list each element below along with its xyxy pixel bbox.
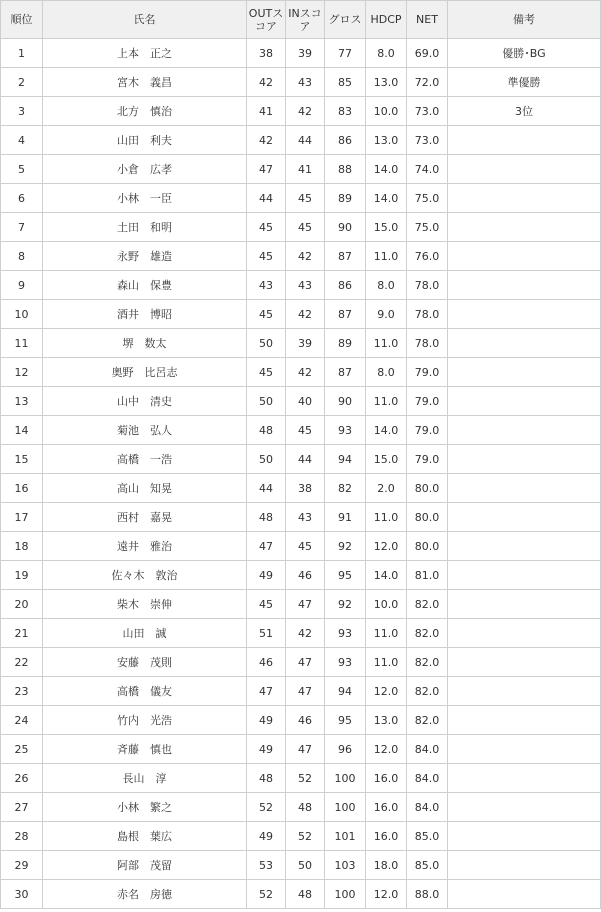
net-cell: 79.0: [407, 445, 448, 474]
hdcp-cell: 13.0: [366, 68, 407, 97]
net-cell: 75.0: [407, 213, 448, 242]
in-score-cell: 46: [286, 706, 325, 735]
out-score-cell: 48: [247, 764, 286, 793]
gross-cell: 83: [325, 97, 366, 126]
out-score-cell: 48: [247, 416, 286, 445]
name-cell: 小林 繁之: [43, 793, 247, 822]
hdcp-cell: 14.0: [366, 155, 407, 184]
gross-cell: 93: [325, 416, 366, 445]
net-cell: 79.0: [407, 358, 448, 387]
name-cell: 長山 淳: [43, 764, 247, 793]
name-cell: 山中 清史: [43, 387, 247, 416]
name-cell: 佐々木 敦治: [43, 561, 247, 590]
note-cell: [448, 880, 601, 909]
out-score-cell: 42: [247, 68, 286, 97]
gross-cell: 82: [325, 474, 366, 503]
in-score-cell: 45: [286, 416, 325, 445]
net-cell: 69.0: [407, 39, 448, 68]
hdcp-cell: 8.0: [366, 271, 407, 300]
gross-cell: 87: [325, 242, 366, 271]
rank-cell: 16: [1, 474, 43, 503]
in-score-cell: 38: [286, 474, 325, 503]
table-row: [1, 213, 601, 242]
rank-cell: 10: [1, 300, 43, 329]
note-cell: 3位: [448, 97, 601, 126]
table-row: [1, 39, 601, 68]
net-cell: 80.0: [407, 474, 448, 503]
note-cell: [448, 822, 601, 851]
gross-cell: 86: [325, 126, 366, 155]
note-cell: [448, 445, 601, 474]
gross-cell: 94: [325, 677, 366, 706]
hdcp-cell: 14.0: [366, 184, 407, 213]
in-score-cell: 52: [286, 764, 325, 793]
net-cell: 78.0: [407, 329, 448, 358]
rank-cell: 17: [1, 503, 43, 532]
out-score-cell: 50: [247, 329, 286, 358]
rank-cell: 13: [1, 387, 43, 416]
table-row: [1, 300, 601, 329]
note-cell: [448, 387, 601, 416]
out-score-cell: 45: [247, 213, 286, 242]
net-cell: 82.0: [407, 648, 448, 677]
table-row: [1, 822, 601, 851]
hdcp-cell: 11.0: [366, 387, 407, 416]
note-cell: [448, 503, 601, 532]
out-score-cell: 52: [247, 793, 286, 822]
net-cell: 85.0: [407, 851, 448, 880]
rank-cell: 20: [1, 590, 43, 619]
net-cell: 82.0: [407, 590, 448, 619]
gross-cell: 103: [325, 851, 366, 880]
in-score-cell: 42: [286, 300, 325, 329]
gross-cell: 87: [325, 358, 366, 387]
in-score-cell: 48: [286, 880, 325, 909]
net-cell: 73.0: [407, 97, 448, 126]
hdcp-cell: 11.0: [366, 648, 407, 677]
hdcp-cell: 18.0: [366, 851, 407, 880]
table-row: [1, 68, 601, 97]
header-net: NET: [407, 1, 448, 39]
table-row: [1, 764, 601, 793]
out-score-cell: 45: [247, 590, 286, 619]
name-cell: 赤名 房徳: [43, 880, 247, 909]
net-cell: 84.0: [407, 764, 448, 793]
name-cell: 上本 正之: [43, 39, 247, 68]
gross-cell: 90: [325, 387, 366, 416]
table-row: [1, 97, 601, 126]
out-score-cell: 45: [247, 242, 286, 271]
in-score-cell: 43: [286, 271, 325, 300]
hdcp-cell: 8.0: [366, 358, 407, 387]
gross-cell: 100: [325, 880, 366, 909]
note-cell: [448, 619, 601, 648]
net-cell: 80.0: [407, 532, 448, 561]
header-gross: グロス: [325, 1, 366, 39]
header-note: 備考: [448, 1, 601, 39]
name-cell: 土田 和明: [43, 213, 247, 242]
out-score-cell: 51: [247, 619, 286, 648]
in-score-cell: 42: [286, 619, 325, 648]
in-score-cell: 45: [286, 184, 325, 213]
name-cell: 遠井 雅治: [43, 532, 247, 561]
gross-cell: 77: [325, 39, 366, 68]
rank-cell: 21: [1, 619, 43, 648]
rank-cell: 24: [1, 706, 43, 735]
rank-cell: 18: [1, 532, 43, 561]
out-score-cell: 47: [247, 677, 286, 706]
hdcp-cell: 15.0: [366, 445, 407, 474]
note-cell: [448, 329, 601, 358]
in-score-cell: 44: [286, 445, 325, 474]
net-cell: 76.0: [407, 242, 448, 271]
name-cell: 奥野 比呂志: [43, 358, 247, 387]
net-cell: 84.0: [407, 793, 448, 822]
note-cell: [448, 561, 601, 590]
hdcp-cell: 10.0: [366, 590, 407, 619]
in-score-cell: 44: [286, 126, 325, 155]
hdcp-cell: 12.0: [366, 677, 407, 706]
hdcp-cell: 12.0: [366, 880, 407, 909]
rank-cell: 23: [1, 677, 43, 706]
hdcp-cell: 2.0: [366, 474, 407, 503]
hdcp-cell: 11.0: [366, 619, 407, 648]
gross-cell: 92: [325, 532, 366, 561]
hdcp-cell: 11.0: [366, 329, 407, 358]
gross-cell: 92: [325, 590, 366, 619]
note-cell: [448, 677, 601, 706]
rank-cell: 28: [1, 822, 43, 851]
in-score-cell: 47: [286, 735, 325, 764]
hdcp-cell: 12.0: [366, 735, 407, 764]
table-row: [1, 706, 601, 735]
gross-cell: 88: [325, 155, 366, 184]
in-score-cell: 41: [286, 155, 325, 184]
name-cell: 北方 慎治: [43, 97, 247, 126]
gross-cell: 93: [325, 619, 366, 648]
note-cell: [448, 851, 601, 880]
rank-cell: 7: [1, 213, 43, 242]
name-cell: 斉藤 慎也: [43, 735, 247, 764]
table-row: [1, 880, 601, 909]
net-cell: 81.0: [407, 561, 448, 590]
in-score-cell: 47: [286, 590, 325, 619]
rank-cell: 2: [1, 68, 43, 97]
out-score-cell: 50: [247, 387, 286, 416]
net-cell: 80.0: [407, 503, 448, 532]
header-out-score-label: OUTスコア: [248, 6, 284, 33]
gross-cell: 85: [325, 68, 366, 97]
rank-cell: 19: [1, 561, 43, 590]
name-cell: 堺 数太: [43, 329, 247, 358]
in-score-cell: 45: [286, 213, 325, 242]
gross-cell: 100: [325, 793, 366, 822]
out-score-cell: 50: [247, 445, 286, 474]
note-cell: [448, 242, 601, 271]
rank-cell: 27: [1, 793, 43, 822]
hdcp-cell: 11.0: [366, 242, 407, 271]
rank-cell: 15: [1, 445, 43, 474]
table-row: [1, 735, 601, 764]
in-score-cell: 39: [286, 39, 325, 68]
name-cell: 酒井 博昭: [43, 300, 247, 329]
gross-cell: 87: [325, 300, 366, 329]
hdcp-cell: 13.0: [366, 706, 407, 735]
note-cell: 優勝･BG: [448, 39, 601, 68]
table-row: [1, 793, 601, 822]
note-cell: [448, 648, 601, 677]
hdcp-cell: 9.0: [366, 300, 407, 329]
net-cell: 82.0: [407, 619, 448, 648]
net-cell: 82.0: [407, 677, 448, 706]
hdcp-cell: 16.0: [366, 822, 407, 851]
out-score-cell: 46: [247, 648, 286, 677]
out-score-cell: 48: [247, 503, 286, 532]
net-cell: 78.0: [407, 271, 448, 300]
out-score-cell: 49: [247, 735, 286, 764]
in-score-cell: 40: [286, 387, 325, 416]
in-score-cell: 50: [286, 851, 325, 880]
name-cell: 竹内 光浩: [43, 706, 247, 735]
header-row: [1, 1, 601, 39]
note-cell: [448, 271, 601, 300]
table-row: [1, 416, 601, 445]
gross-cell: 95: [325, 706, 366, 735]
gross-cell: 96: [325, 735, 366, 764]
hdcp-cell: 15.0: [366, 213, 407, 242]
rank-cell: 14: [1, 416, 43, 445]
net-cell: 78.0: [407, 300, 448, 329]
in-score-cell: 42: [286, 97, 325, 126]
gross-cell: 91: [325, 503, 366, 532]
hdcp-cell: 16.0: [366, 793, 407, 822]
table-row: [1, 329, 601, 358]
name-cell: 小林 一臣: [43, 184, 247, 213]
header-name: 氏名: [43, 1, 247, 39]
hdcp-cell: 10.0: [366, 97, 407, 126]
in-score-cell: 48: [286, 793, 325, 822]
hdcp-cell: 16.0: [366, 764, 407, 793]
table-row: [1, 532, 601, 561]
note-cell: [448, 706, 601, 735]
net-cell: 85.0: [407, 822, 448, 851]
table-header: [1, 1, 601, 39]
note-cell: [448, 184, 601, 213]
out-score-cell: 43: [247, 271, 286, 300]
rank-cell: 6: [1, 184, 43, 213]
rank-cell: 3: [1, 97, 43, 126]
note-cell: [448, 300, 601, 329]
name-cell: 菊池 弘人: [43, 416, 247, 445]
in-score-cell: 47: [286, 677, 325, 706]
net-cell: 74.0: [407, 155, 448, 184]
name-cell: 柴木 崇伸: [43, 590, 247, 619]
in-score-cell: 43: [286, 68, 325, 97]
out-score-cell: 44: [247, 474, 286, 503]
gross-cell: 93: [325, 648, 366, 677]
table-row: [1, 677, 601, 706]
table-row: [1, 271, 601, 300]
rank-cell: 11: [1, 329, 43, 358]
in-score-cell: 43: [286, 503, 325, 532]
table-row: [1, 242, 601, 271]
table-row: [1, 358, 601, 387]
table-row: [1, 590, 601, 619]
table-row: [1, 503, 601, 532]
name-cell: 安藤 茂則: [43, 648, 247, 677]
in-score-cell: 46: [286, 561, 325, 590]
out-score-cell: 44: [247, 184, 286, 213]
note-cell: [448, 416, 601, 445]
table-row: [1, 474, 601, 503]
gross-cell: 95: [325, 561, 366, 590]
note-cell: [448, 532, 601, 561]
name-cell: 高山 知晃: [43, 474, 247, 503]
net-cell: 75.0: [407, 184, 448, 213]
name-cell: 小倉 広孝: [43, 155, 247, 184]
in-score-cell: 42: [286, 242, 325, 271]
net-cell: 79.0: [407, 416, 448, 445]
net-cell: 79.0: [407, 387, 448, 416]
rank-cell: 12: [1, 358, 43, 387]
table-row: [1, 619, 601, 648]
gross-cell: 101: [325, 822, 366, 851]
note-cell: 準優勝: [448, 68, 601, 97]
out-score-cell: 42: [247, 126, 286, 155]
name-cell: 永野 雄造: [43, 242, 247, 271]
out-score-cell: 47: [247, 155, 286, 184]
rank-cell: 5: [1, 155, 43, 184]
net-cell: 82.0: [407, 706, 448, 735]
out-score-cell: 49: [247, 822, 286, 851]
out-score-cell: 53: [247, 851, 286, 880]
rank-cell: 22: [1, 648, 43, 677]
gross-cell: 89: [325, 184, 366, 213]
hdcp-cell: 13.0: [366, 126, 407, 155]
note-cell: [448, 590, 601, 619]
name-cell: 山田 利夫: [43, 126, 247, 155]
rank-cell: 1: [1, 39, 43, 68]
out-score-cell: 49: [247, 561, 286, 590]
net-cell: 72.0: [407, 68, 448, 97]
table-row: [1, 851, 601, 880]
out-score-cell: 45: [247, 300, 286, 329]
rank-cell: 8: [1, 242, 43, 271]
header-hdcp: HDCP: [366, 1, 407, 39]
hdcp-cell: 14.0: [366, 561, 407, 590]
note-cell: [448, 793, 601, 822]
table-row: [1, 561, 601, 590]
rank-cell: 26: [1, 764, 43, 793]
out-score-cell: 38: [247, 39, 286, 68]
note-cell: [448, 155, 601, 184]
gross-cell: 90: [325, 213, 366, 242]
rank-cell: 30: [1, 880, 43, 909]
out-score-cell: 45: [247, 358, 286, 387]
name-cell: 山田 誠: [43, 619, 247, 648]
hdcp-cell: 11.0: [366, 503, 407, 532]
gross-cell: 89: [325, 329, 366, 358]
table-row: [1, 155, 601, 184]
rank-cell: 4: [1, 126, 43, 155]
out-score-cell: 47: [247, 532, 286, 561]
net-cell: 73.0: [407, 126, 448, 155]
note-cell: [448, 735, 601, 764]
note-cell: [448, 474, 601, 503]
note-cell: [448, 764, 601, 793]
name-cell: 高橋 儀友: [43, 677, 247, 706]
out-score-cell: 52: [247, 880, 286, 909]
name-cell: 西村 嘉晃: [43, 503, 247, 532]
hdcp-cell: 14.0: [366, 416, 407, 445]
hdcp-cell: 8.0: [366, 39, 407, 68]
in-score-cell: 52: [286, 822, 325, 851]
gross-cell: 86: [325, 271, 366, 300]
table-body: [1, 39, 601, 909]
name-cell: 森山 保豊: [43, 271, 247, 300]
rank-cell: 29: [1, 851, 43, 880]
gross-cell: 94: [325, 445, 366, 474]
header-out-score: [247, 1, 286, 39]
note-cell: [448, 126, 601, 155]
in-score-cell: 39: [286, 329, 325, 358]
out-score-cell: 49: [247, 706, 286, 735]
net-cell: 88.0: [407, 880, 448, 909]
in-score-cell: 47: [286, 648, 325, 677]
net-cell: 84.0: [407, 735, 448, 764]
table-row: [1, 648, 601, 677]
header-rank: 順位: [1, 1, 43, 39]
name-cell: 阿部 茂留: [43, 851, 247, 880]
note-cell: [448, 213, 601, 242]
in-score-cell: 42: [286, 358, 325, 387]
header-in-score-label: INスコア: [288, 6, 322, 33]
rank-cell: 25: [1, 735, 43, 764]
hdcp-cell: 12.0: [366, 532, 407, 561]
name-cell: 高橋 一浩: [43, 445, 247, 474]
header-in-score: [286, 1, 325, 39]
note-cell: [448, 358, 601, 387]
rank-cell: 9: [1, 271, 43, 300]
table-row: [1, 184, 601, 213]
table-row: [1, 387, 601, 416]
name-cell: 島根 葉広: [43, 822, 247, 851]
in-score-cell: 45: [286, 532, 325, 561]
gross-cell: 100: [325, 764, 366, 793]
name-cell: 宮木 義昌: [43, 68, 247, 97]
out-score-cell: 41: [247, 97, 286, 126]
table-row: [1, 445, 601, 474]
table-row: [1, 126, 601, 155]
